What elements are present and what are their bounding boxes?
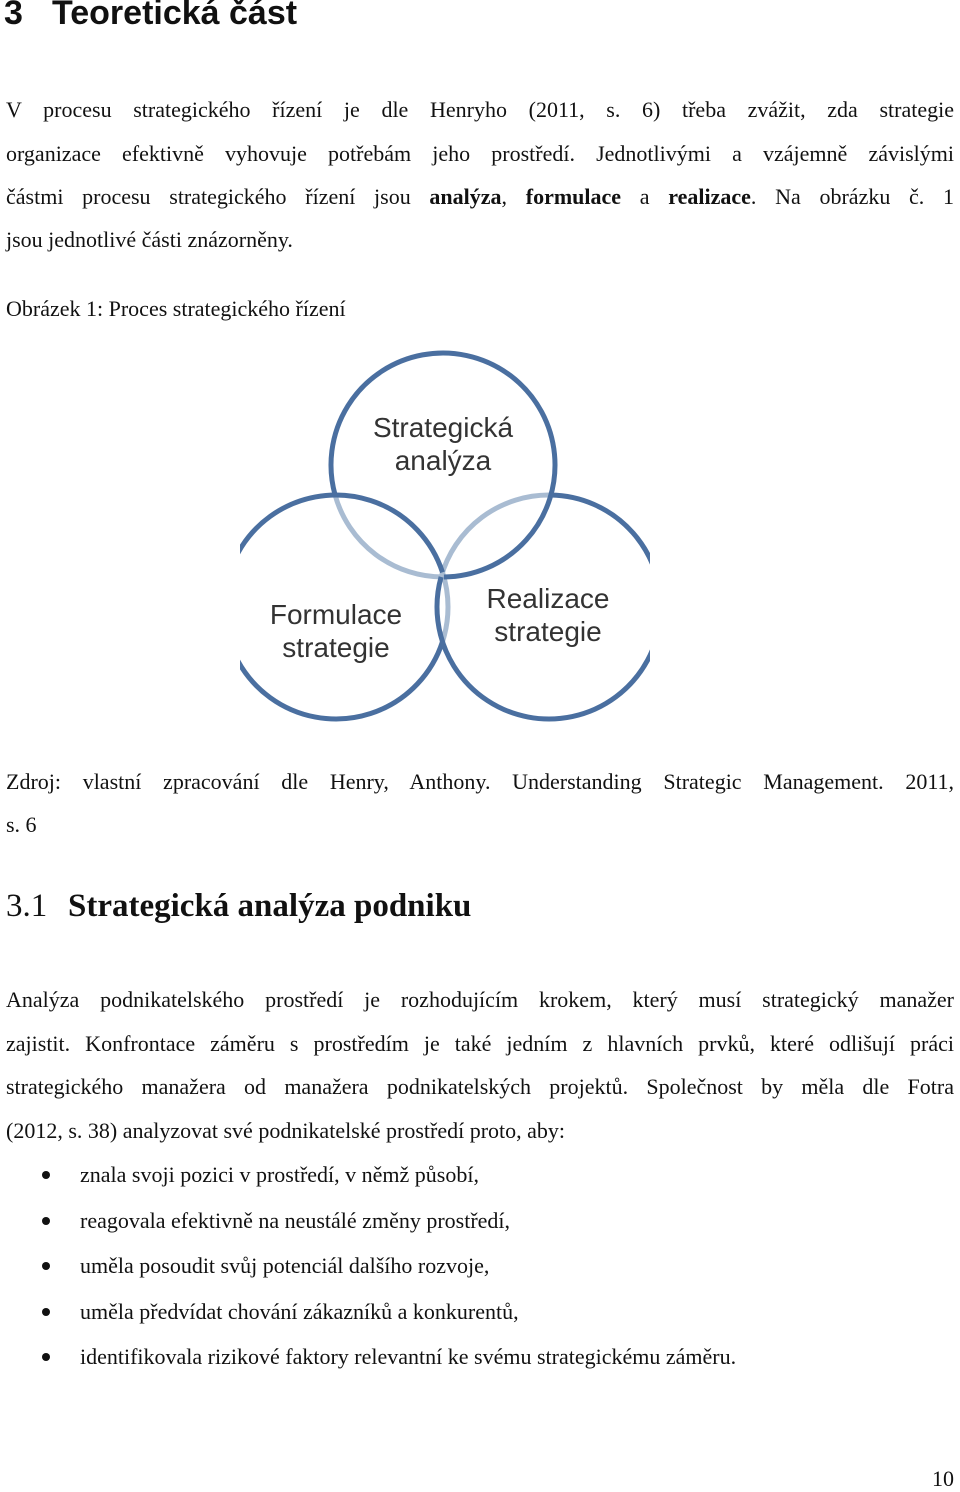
body-paragraph [6,978,954,1109]
bullet-icon [42,1308,50,1316]
chapter-number: 3 [4,0,23,32]
body-last-line: (2012, s. 38) analyzovat své podnikatelské prostředí proto, aby: [6,1118,566,1143]
source-line-2: s. 6 [6,812,37,837]
intro-line: V procesu strategického řízení je dle Henryho (2011, s. 6) třeba zvážit, zda strategie [6,97,954,122]
term-analyza: analýza [429,184,502,209]
chapter-heading [4,0,297,33]
circle-label-left-2: strategie [282,632,390,663]
intro-line [6,175,954,219]
body-line: strategického manažera od manažera podnikatelských projektů. Společnost by měla dle Fotra [6,1074,954,1099]
intro-paragraph [6,88,954,219]
page-number: 10 [932,1466,954,1491]
circle-label-top-2: analýza [394,445,492,476]
intro-last-line: jsou jednotlivé části znázorněny. [6,227,293,252]
list-item-text: znala svoji pozici v prostředí, v němž působí, [80,1162,479,1187]
circle-arcs [240,353,650,719]
circle-label-top-1: Strategická [372,412,514,443]
list-item-text: reagovala efektivně na neustálé změny prostředí, [80,1207,511,1233]
section-number: 3.1 [6,888,48,924]
intro-text: částmi procesu strategického řízení jsou [6,184,430,209]
list-item-text: uměla posoudit svůj potenciál dalšího rozvoje, [80,1253,490,1278]
term-formulace: formulace [525,184,622,209]
list-item-text: uměla předvídat chování zákazníků a konkurentů, [80,1298,519,1324]
chapter-title: Teoretická část [52,0,298,32]
bullet-icon [42,1353,50,1361]
overlap-arc [443,572,449,641]
figure-source [6,760,954,804]
section-title: Strategická analýza podniku [68,888,472,924]
intro-text: . Na obrázku č. 1 [750,184,955,209]
term-realizace: realizace [668,184,751,209]
source-line: Zdroj: vlastní zpracování dle Henry, Anthony. Understanding Strategic Management. 2011, [6,769,954,794]
body-line: zajistit. Konfrontace záměru s prostředím je také jedním z hlavních prvků, které odlišují práci [6,1030,954,1056]
circle-label-right-2: strategie [494,616,602,647]
bullet-icon [42,1171,50,1179]
section-heading [6,888,471,925]
body-line: Analýza podnikatelského prostředí je rozhodujícím krokem, který musí strategický manažer [6,987,954,1012]
figure-caption: Obrázek 1: Proces strategického řízení [6,296,346,321]
intro-line: organizace efektivně vyhovuje potřebám jeho prostředí. Jednotlivými a vzájemně závislými [6,140,954,166]
list-item-text: identifikovala rizikové faktory relevantní ke svému strategickému záměru. [80,1344,737,1369]
bullet-icon [42,1262,50,1270]
venn-diagram [240,345,650,730]
circle-label-left-1: Formulace [269,599,403,630]
bullet-icon [42,1217,50,1225]
circle-label-right-1: Realizace [486,583,610,614]
intro-text: , [501,184,526,209]
intro-text: a [621,184,669,209]
